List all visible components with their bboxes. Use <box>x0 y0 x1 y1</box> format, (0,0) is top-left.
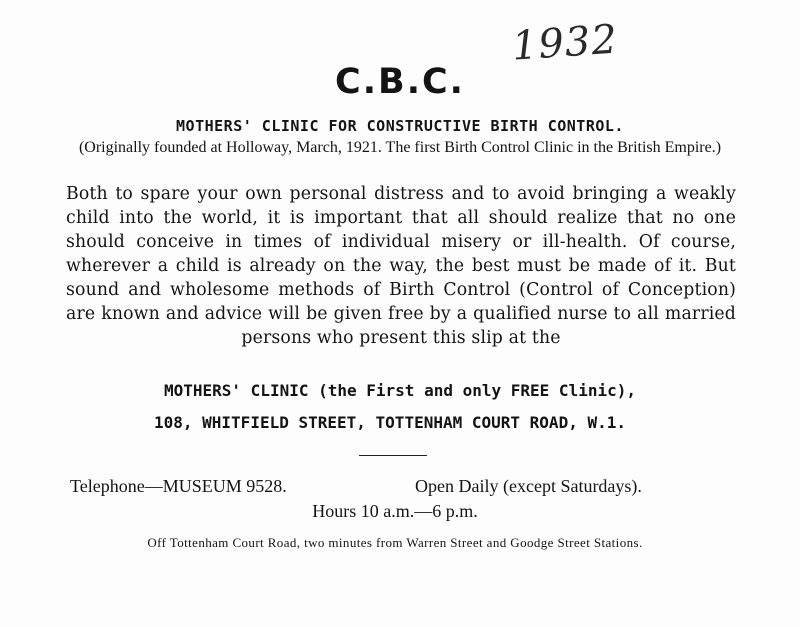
origin-note: (Originally founded at Holloway, March, 1921. The first Birth Control Clinic in the British Empire.) <box>78 139 722 156</box>
opening-days: Open Daily (except Saturdays). <box>415 476 642 496</box>
page-title: C.B.C. <box>335 62 465 102</box>
telephone: Telephone—MUSEUM 9528. <box>70 476 287 496</box>
clinic-address-line: 108, WHITFIELD STREET, TOTTENHAM COURT ROAD, W.1. <box>153 413 626 432</box>
divider <box>359 455 427 456</box>
opening-hours: Hours 10 a.m.—6 p.m. <box>312 501 478 521</box>
clinic-name-line: MOTHERS' CLINIC (the First and only FREE Clinic), <box>163 381 636 400</box>
directions: Off Tottenham Court Road, two minutes from Warren Street and Goodge Street Stations. <box>147 535 643 550</box>
handwritten-year: 1932 <box>510 16 620 70</box>
body-paragraph: Both to spare your own personal distress and to avoid bringing a weakly child into the world, it is important that all should realize that no one should conceive in times of individual misery or ill-health. Of course, wherever a child is already on the way, the best must be made of it. But sound and wholesome methods of Birth Control (Control of Conception) are known and advice will be given free by a qualified nurse to all married persons who present this slip at the <box>66 184 736 348</box>
subtitle: MOTHERS' CLINIC FOR CONSTRUCTIVE BIRTH CONTROL. <box>176 117 624 135</box>
